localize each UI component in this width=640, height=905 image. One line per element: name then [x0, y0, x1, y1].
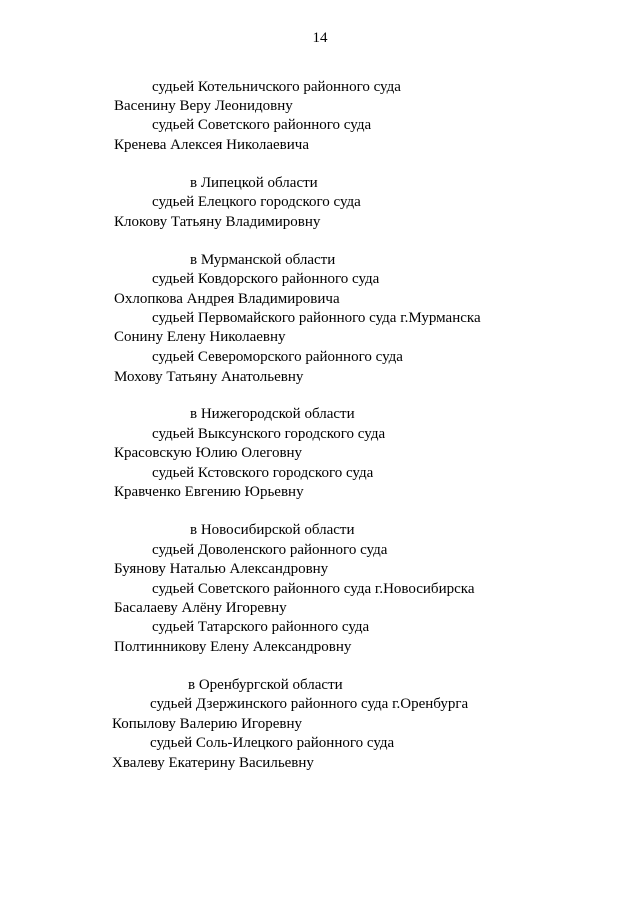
region-heading: в Мурманской области: [190, 252, 336, 268]
court-position-line: судьей Кстовского городского суда: [152, 465, 374, 481]
judge-name-line: Басалаеву Алёну Игоревну: [114, 600, 287, 616]
region-heading: в Оренбургской области: [188, 677, 343, 693]
judge-name-line: Полтинникову Елену Александровну: [114, 639, 352, 655]
court-position-line: судьей Советского районного суда г.Новосибирска: [152, 581, 475, 597]
court-position-line: судьей Котельничского районного суда: [152, 79, 401, 95]
judge-name-line: Клокову Татьяну Владимировну: [114, 214, 321, 230]
judge-name-line: Хвалеву Екатерину Васильевну: [112, 755, 314, 771]
region-heading: в Новосибирской области: [190, 522, 355, 538]
judge-name-line: Кренева Алексея Николаевича: [114, 137, 309, 153]
court-position-line: судьей Советского районного суда: [152, 117, 372, 133]
court-position-line: судьей Североморского районного суда: [152, 349, 403, 365]
judge-name-line: Мохову Татьяну Анатольевну: [114, 369, 304, 385]
court-position-line: судьей Елецкого городского суда: [152, 194, 361, 210]
court-position-line: судьей Выксунского городского суда: [152, 426, 386, 442]
region-heading: в Липецкой области: [190, 175, 318, 191]
court-position-line: судьей Дзержинского районного суда г.Оренбурга: [150, 696, 469, 712]
judge-name-line: Кравченко Евгению Юрьевну: [114, 484, 304, 500]
court-position-line: судьей Соль-Илецкого районного суда: [150, 735, 395, 751]
judge-name-line: Охлопкова Андрея Владимировича: [114, 291, 340, 307]
court-position-line: судьей Татарского районного суда: [152, 619, 370, 635]
judge-name-line: Красовскую Юлию Олеговну: [114, 445, 303, 461]
court-position-line: судьей Первомайского районного суда г.Мурманска: [152, 310, 481, 326]
court-position-line: судьей Ковдорского районного суда: [152, 271, 380, 287]
judge-name-line: Сонину Елену Николаевну: [114, 329, 286, 345]
judge-name-line: Копылову Валерию Игоревну: [112, 716, 302, 732]
region-heading: в Нижегородской области: [190, 406, 355, 422]
judge-name-line: Васенину Веру Леонидовну: [114, 98, 293, 114]
judge-name-line: Буянову Наталью Александровну: [114, 561, 329, 577]
page-number: 14: [312, 30, 328, 46]
court-position-line: судьей Доволенского районного суда: [152, 542, 388, 558]
